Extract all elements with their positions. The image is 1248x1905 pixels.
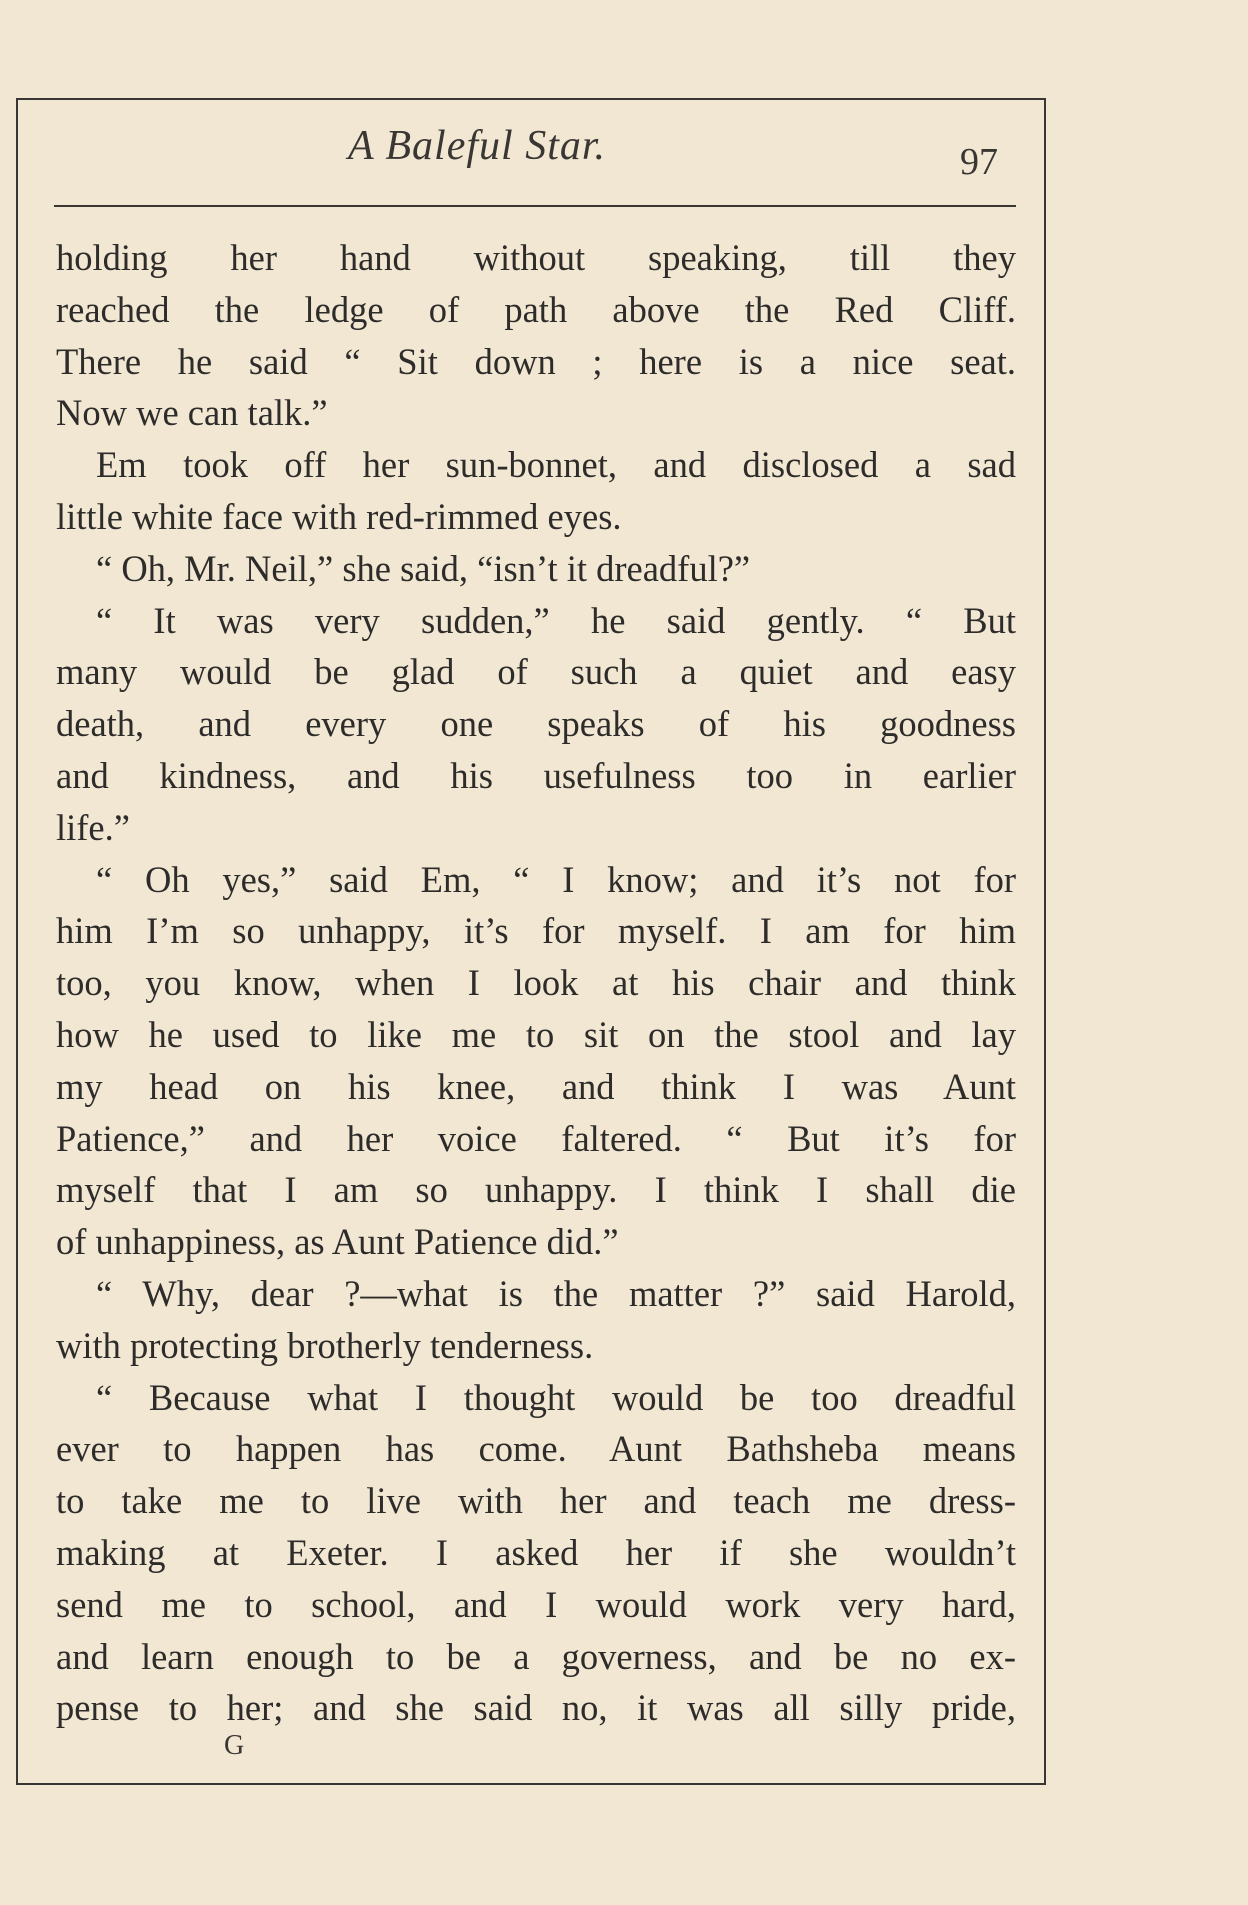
text-line: my head on his knee, and think I was Aunt: [56, 1065, 1016, 1107]
text-line: send me to school, and I would work very hard,: [56, 1583, 1016, 1625]
text-line: “ It was very sudden,” he said gently. “ But: [96, 599, 1016, 641]
body-text: [56, 232, 1016, 1734]
text-line: “ Why, dear ?—what is the matter ?” said Harold,: [96, 1272, 1016, 1314]
text-line: with protecting brotherly tenderness.: [56, 1324, 594, 1366]
text-line: “ Because what I thought would be too dreadful: [96, 1376, 1016, 1418]
text-line: and kindness, and his usefulness too in earlier: [56, 754, 1016, 796]
text-line: Em took off her sun-bonnet, and disclosed a sad: [96, 444, 1016, 486]
text-line: death, and every one speaks of his goodness: [56, 703, 1016, 745]
page-number: 97: [960, 141, 998, 183]
page-frame: [16, 98, 1046, 1785]
text-line: to take me to live with her and teach me dress-: [56, 1480, 1016, 1522]
text-line: how he used to like me to sit on the stool and lay: [56, 1013, 1016, 1055]
text-line: holding her hand without speaking, till they: [56, 237, 1016, 278]
text-line: ever to happen has come. Aunt Bathsheba means: [56, 1428, 1016, 1470]
text-line: There he said “ Sit down ; here is a nice seat.: [56, 340, 1016, 382]
text-line: reached the ledge of path above the Red Cliff.: [56, 288, 1016, 330]
text-line: pense to her; and she said no, it was all silly pride,: [56, 1687, 1016, 1729]
text-line: and learn enough to be a governess, and be no ex-: [56, 1635, 1016, 1677]
text-line: “ Oh yes,” said Em, “ I know; and it’s not for: [96, 858, 1016, 900]
text-line: many would be glad of such a quiet and easy: [56, 651, 1016, 693]
signature-mark: G: [224, 1730, 246, 1761]
text-line: little white face with red-rimmed eyes.: [56, 495, 622, 537]
text-line: Patience,” and her voice faltered. “ But it’s for: [56, 1117, 1016, 1159]
text-line: making at Exeter. I asked her if she wouldn’t: [56, 1531, 1016, 1573]
text-line: him I’m so unhappy, it’s for myself. I am for him: [56, 910, 1016, 952]
text-line: myself that I am so unhappy. I think I shall die: [56, 1169, 1016, 1211]
running-title: A Baleful Star.: [348, 123, 607, 169]
page-header: [18, 100, 1044, 210]
text-line: Now we can talk.”: [56, 392, 328, 434]
text-line: too, you know, when I look at his chair and think: [56, 962, 1016, 1004]
text-line: of unhappiness, as Aunt Patience did.”: [56, 1221, 619, 1263]
text-line: life.”: [56, 806, 130, 848]
header-rule: [54, 205, 1016, 207]
text-line: “ Oh, Mr. Neil,” she said, “isn’t it dreadful?”: [96, 547, 751, 589]
